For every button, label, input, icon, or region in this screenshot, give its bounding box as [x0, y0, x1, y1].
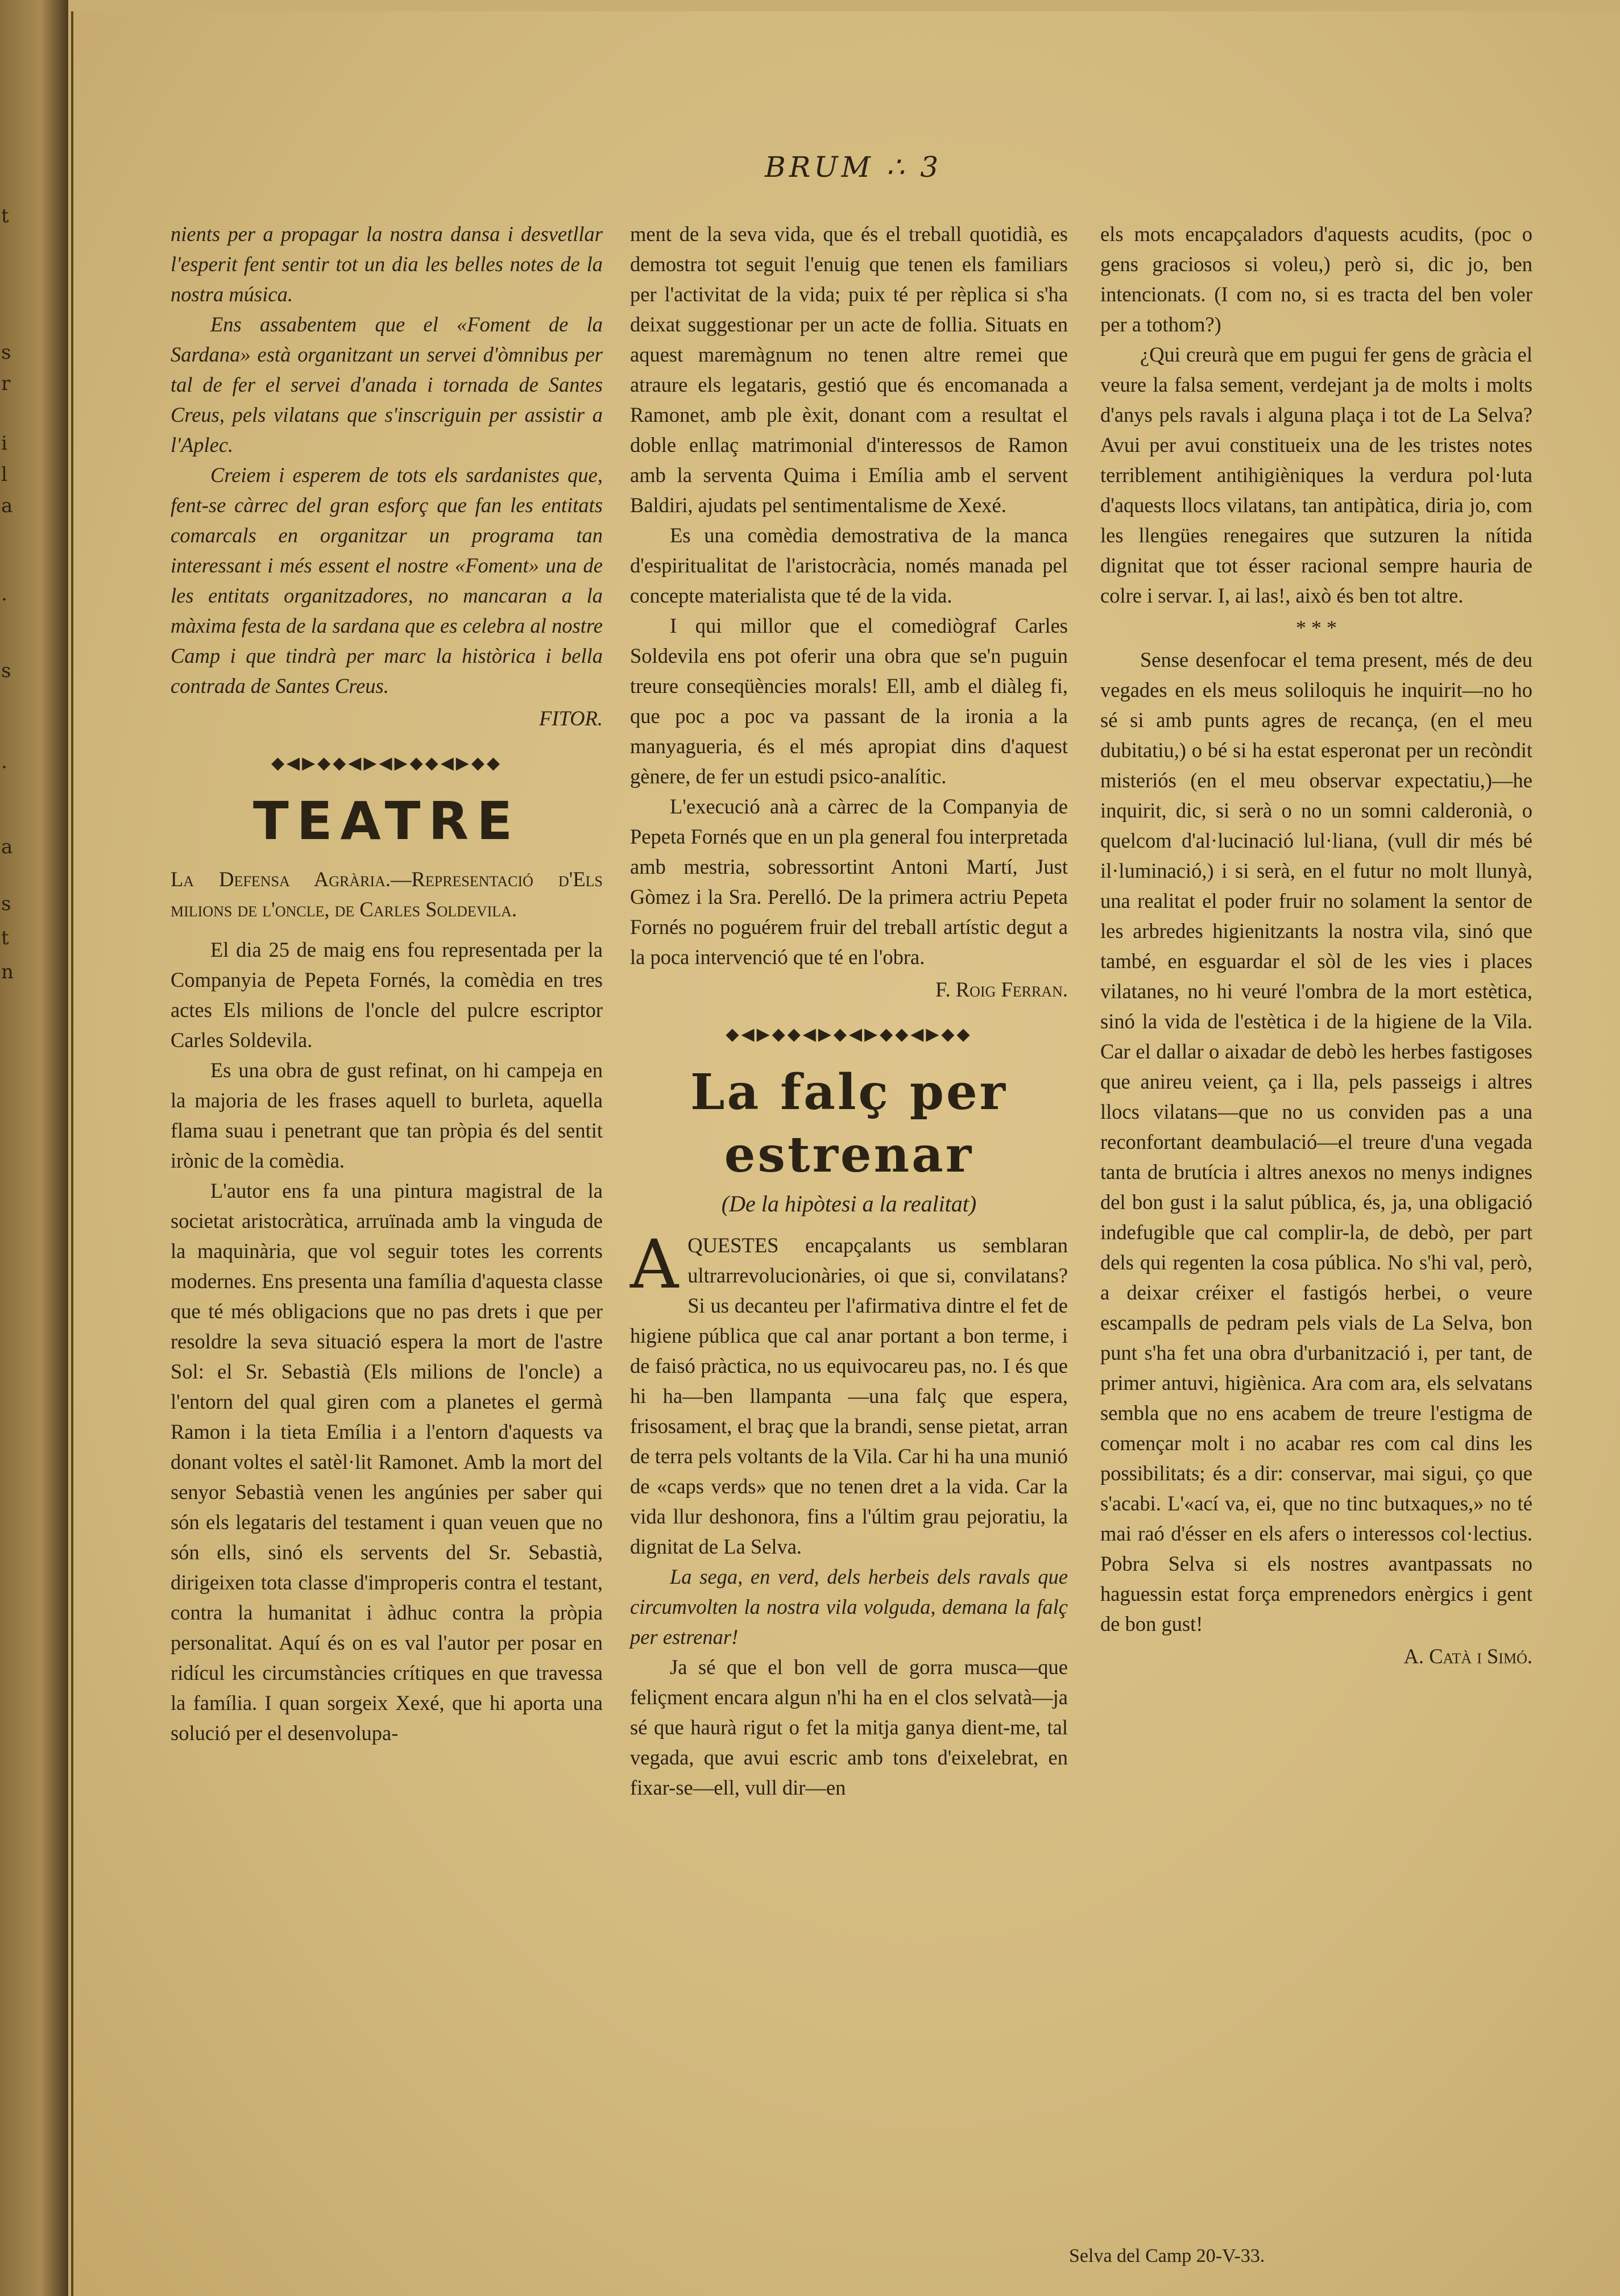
teatre-paragraph: I qui millor que el comediògraf Carles Soldevila ens pot oferir una obra que se'n puguin treure conseqüències morals! Ell, amb el diàleg fi, que poc a poc va passant de la ironia a la manyagueria, és el més apropiat dins d'aquest gènere, de fer un estudi psico-analític.: [630, 614, 1068, 788]
teatre-paragraph: ment de la seva vida, que és el treball quotidià, es demostra tot seguit l'enuig que tenen els familiars per l'activitat de la vida; puix té per rèplica si s'ha deixat suggestionar per un acte de follia. Situats en aquest maremàgnum no tenen altre remei que atraure els legataris, gestió que és encomanada a Ramonet, amb ple èxit, donant com a resultat el doble enllaç matrimonial d'interessos de Ramon amb la serventa Quima i Emília amb el servent Baldiri, ajudats pel sentimentalisme de Xexé.: [630, 222, 1068, 517]
spine-letter: l: [1, 463, 7, 486]
teatre-title: TEATRE: [252, 791, 521, 852]
teatre-paragraph: Es una comèdia demostrativa de la manca d'espiritualitat de l'aristocràcia, només manada pel concepte materialista que té de la vida.: [630, 524, 1068, 607]
spine-letter: .: [1, 750, 7, 773]
teatre-paragraph: Es una obra de gust refinat, on hi campeja en la majoria de les frases aquell to burleta, aquella flama suau i penetrant que tan pròpia és del sentit irònic de la comèdia.: [171, 1058, 603, 1172]
dateline: Selva del Camp 20-V-33.: [1069, 2245, 1265, 2266]
falc-subtitle: (De la hipòtesi a la realitat): [721, 1191, 977, 1216]
spine-letter: .: [1, 583, 7, 605]
spine-letter: t: [1, 205, 9, 227]
ornament-divider: ◆◀▶◆◆◀▶◆◀▶◆◆◀▶◆◆: [726, 1025, 972, 1044]
spine-letter: s: [1, 892, 11, 915]
falc-paragraph: ¿Qui creurà que em pugui fer gens de gràcia el veure la falsa sement, verdejant ja de molts i molts d'anys pels ravals i alguna plaça i tot de La Selva? Avui per avui constitueix una de les tristes notes terriblement antihigièniques la verdura pol·luta d'aquests llocs vilatans, tan antipàtica, diria jo, com les llengües renegaires que sutzuren la nítida dignitat que tot ésser racional sempre hauria de colre i servar. I, ai las!, això és ben tot altre.: [1100, 343, 1532, 607]
intro-paragraph: Creiem i esperem de tots els sardanistes que, fent-se càrrec del gran esforç que fan les entitats comarcals en organitzar un programa tan interessant i més essent el nostre «Foment» una de les entitats organitzadores, no mancaran a la màxima festa de la sardana que es celebra al nostre Camp i que tindrà per marc la històrica i bella contrada de Santes Creus.: [171, 463, 603, 697]
spine-letter: i: [1, 432, 7, 455]
asterism: * * *: [1296, 616, 1337, 639]
spine-letter: a: [1, 495, 13, 517]
teatre-signature: F. Roig Ferran.: [935, 978, 1068, 1001]
teatre-paragraph: L'execució anà a càrrec de la Companyia de Pepeta Fornés que en un pla general fou interpretada amb mestria, sobressortint Antoni Martí, Just Gòmez i la Sra. Perelló. De la primera actriu Pepeta Fornés no poguérem fruir del treball artístic degut a la poca intervenció que té en l'obra.: [630, 795, 1068, 969]
drop-cap: A: [630, 1225, 679, 1303]
column-right: [1100, 219, 1532, 1671]
falc-title: La falç per estrenar: [690, 1064, 1008, 1184]
falc-signature: A. Catà i Simó.: [1403, 1645, 1532, 1668]
intro-paragraph: nients per a propagar la nostra dansa i desvetllar l'esperit fent sentir tot un dia les belles notes de la nostra música.: [171, 222, 603, 306]
intro-signature: FITOR.: [539, 707, 603, 730]
teatre-lead-text: La Defensa Agrària.—Representació d'Els milions de l'oncle, de Carles Soldevila.: [171, 867, 603, 921]
falc-paragraph: Sense desenfocar el tema present, més de deu vegades en els meus soliloquis he inquirit—no ho sé si amb punts agres de recança, (en el meu dubitatiu,) o bé si ha estat esperonat per un recòndit misteriós (en el meu observar expectatiu,)—he inquirit, dic, si serà o no un somni calderonià, o quelcom d'al·lucinació lul·liana, (vull dir més bé il·luminació,) i si serà, en el futur no molt llunyà, una realitat el poder fruir no solament la sentor de les arbredes higienitzants la nostra vila, sinó que també, en esguardar el sòl de les vies i places vilatanes, no hi veuré l'ombra de la mort estètica, sinó la vida de l'estètica i de la higiene de la Vila. Car el dallar o aixadar de debò les herbes fastigoses que anireu veient, ça i lla, pels passeigs i altres llocs vilatans—que no us conviden pas a una reconfortant deambulació—el treure d'una vegada tanta de brutícia i altres anexos no menys indignes del bon gust i la salut pública, és, ja, una obligació indefugible que cal complir-la, de debò, per part dels qui regenten la cosa pública. No s'hi val, però, a deixar créixer el fastigós herbei, o veure escampalls de pedram pels vials de La Selva, bon punt s'ha fet una obra d'urbanització i, per tant, de primer antuvi, higiènica. Ara com ara, els selvatans sembla que no ens acabem de treure l'estigma de començar molt i no acabar res com cal dins les possibilitats; és a dir: conservar, mai sigui, ço que s'acabi. L'«ací va, ei, que no tinc butxaques,» no té mai raó d'ésser en els afers o interessos col·lectius. Pobra Selva si els nostres avantpassats no haguessin estat força emprenedors enèrgics i gent de bon gust!: [1100, 648, 1532, 1635]
spine-letter: n: [1, 961, 14, 983]
intro-paragraph: Ens assabentem que el «Foment de la Sardana» està organitzant un servei d'òmnibus per tal de fer el servei d'anada i tornada de Santes Creus, pels vilatans que s'inscriguin per assistir a l'Aplec.: [171, 313, 603, 456]
falc-paragraph: els mots encapçaladors d'aquests acudits, (poc o gens graciosos si voleu,) però si, dic jo, ben intencionats. (I com no, si es tracta del ben voler per a tothom?): [1100, 222, 1532, 336]
teatre-paragraph: El dia 25 de maig ens fou representada per la Companyia de Pepeta Fornés, la comèdia en tres actes Els milions de l'oncle del pulcre escriptor Carles Soldevila.: [171, 938, 603, 1052]
falc-paragraph: Ja sé que el bon vell de gorra musca—que feliçment encara algun n'hi ha en el clos selvatà—ja sé que haurà rigut o fet la mitja ganya dient-me, tal vegada, que avui escric amb tons d'eixelebrat, en fixar-se—ell, vull dir—en: [630, 1655, 1068, 1799]
falc-paragraph: [630, 1225, 1068, 1562]
teatre-paragraph: L'autor ens fa una pintura magistral de la societat aristocràtica, arruïnada amb la vinguda de la maquinària, que vol seguir totes les corrents modernes. Ens presenta una família d'aquesta classe que té més obligacions que no pas drets i que per resoldre la seva situació espera la mort de l'astre Sol: el Sr. Sebastià (Els milions de l'oncle) a l'entorn del qual giren com a planetes el germà Ramon i la tieta Emília i a l'entorn d'aquests va donant voltes el satèl·lit Ramonet. Amb la mort del senyor Sebastià venen les angúnies per saber qui són els legataris del testament i quan veuen que no són ells, sinó els servents del Sr. Sebastià, dirigeixen tota classe d'improperis contra el testant, contra la humanitat i àdhuc contra la pròpia personalitat. Aquí és on es val l'autor per posar en ridícul les circumstàncies crítiques en que travessa la família. I quan sorgeix Xexé, que hi aporta una solució per el desenvolupa-: [171, 1179, 603, 1745]
falc-italic-paragraph: La sega, en verd, dels herbeis dels ravals que circumvolten la nostra vila volguda, demana la falç per estrenar!: [630, 1565, 1068, 1649]
ornament-divider: ◆◀▶◆◆◀▶◀▶◆◆◀▶◆◆: [271, 754, 503, 773]
page-header: BRUM ∴ 3: [765, 151, 942, 184]
spine-letter: s: [1, 659, 11, 682]
teatre-lead: [171, 864, 603, 924]
spine-letter: r: [1, 372, 11, 395]
falc-first-text: QUESTES encapçalants us semblaran ultrarrevolucionàries, oi que si, convilatans? Si us decanteu per l'afirmativa dintre el fet de higiene pública que cal anar portant a bon terme, i de faisó pràctica, no us equivocareu pas, no. I és que hi ha—ben llampanta —una falç que espera, frisosament, el braç que la brandi, sense pietat, arran de terra pels voltants de la Vila. Car hi ha una munió de «caps verds» que no tenen dret a la vida. Car la vida llur deshonora, fins a l'últim grau pejoratiu, la dignitat de La Selva.: [630, 1234, 1068, 1558]
column-middle: [630, 219, 1068, 1803]
spine-letter: t: [1, 927, 9, 949]
spine-letter: s: [1, 341, 11, 364]
spine-letter: a: [1, 836, 13, 858]
book-spine: [0, 0, 68, 2296]
column-left: [171, 219, 603, 1748]
